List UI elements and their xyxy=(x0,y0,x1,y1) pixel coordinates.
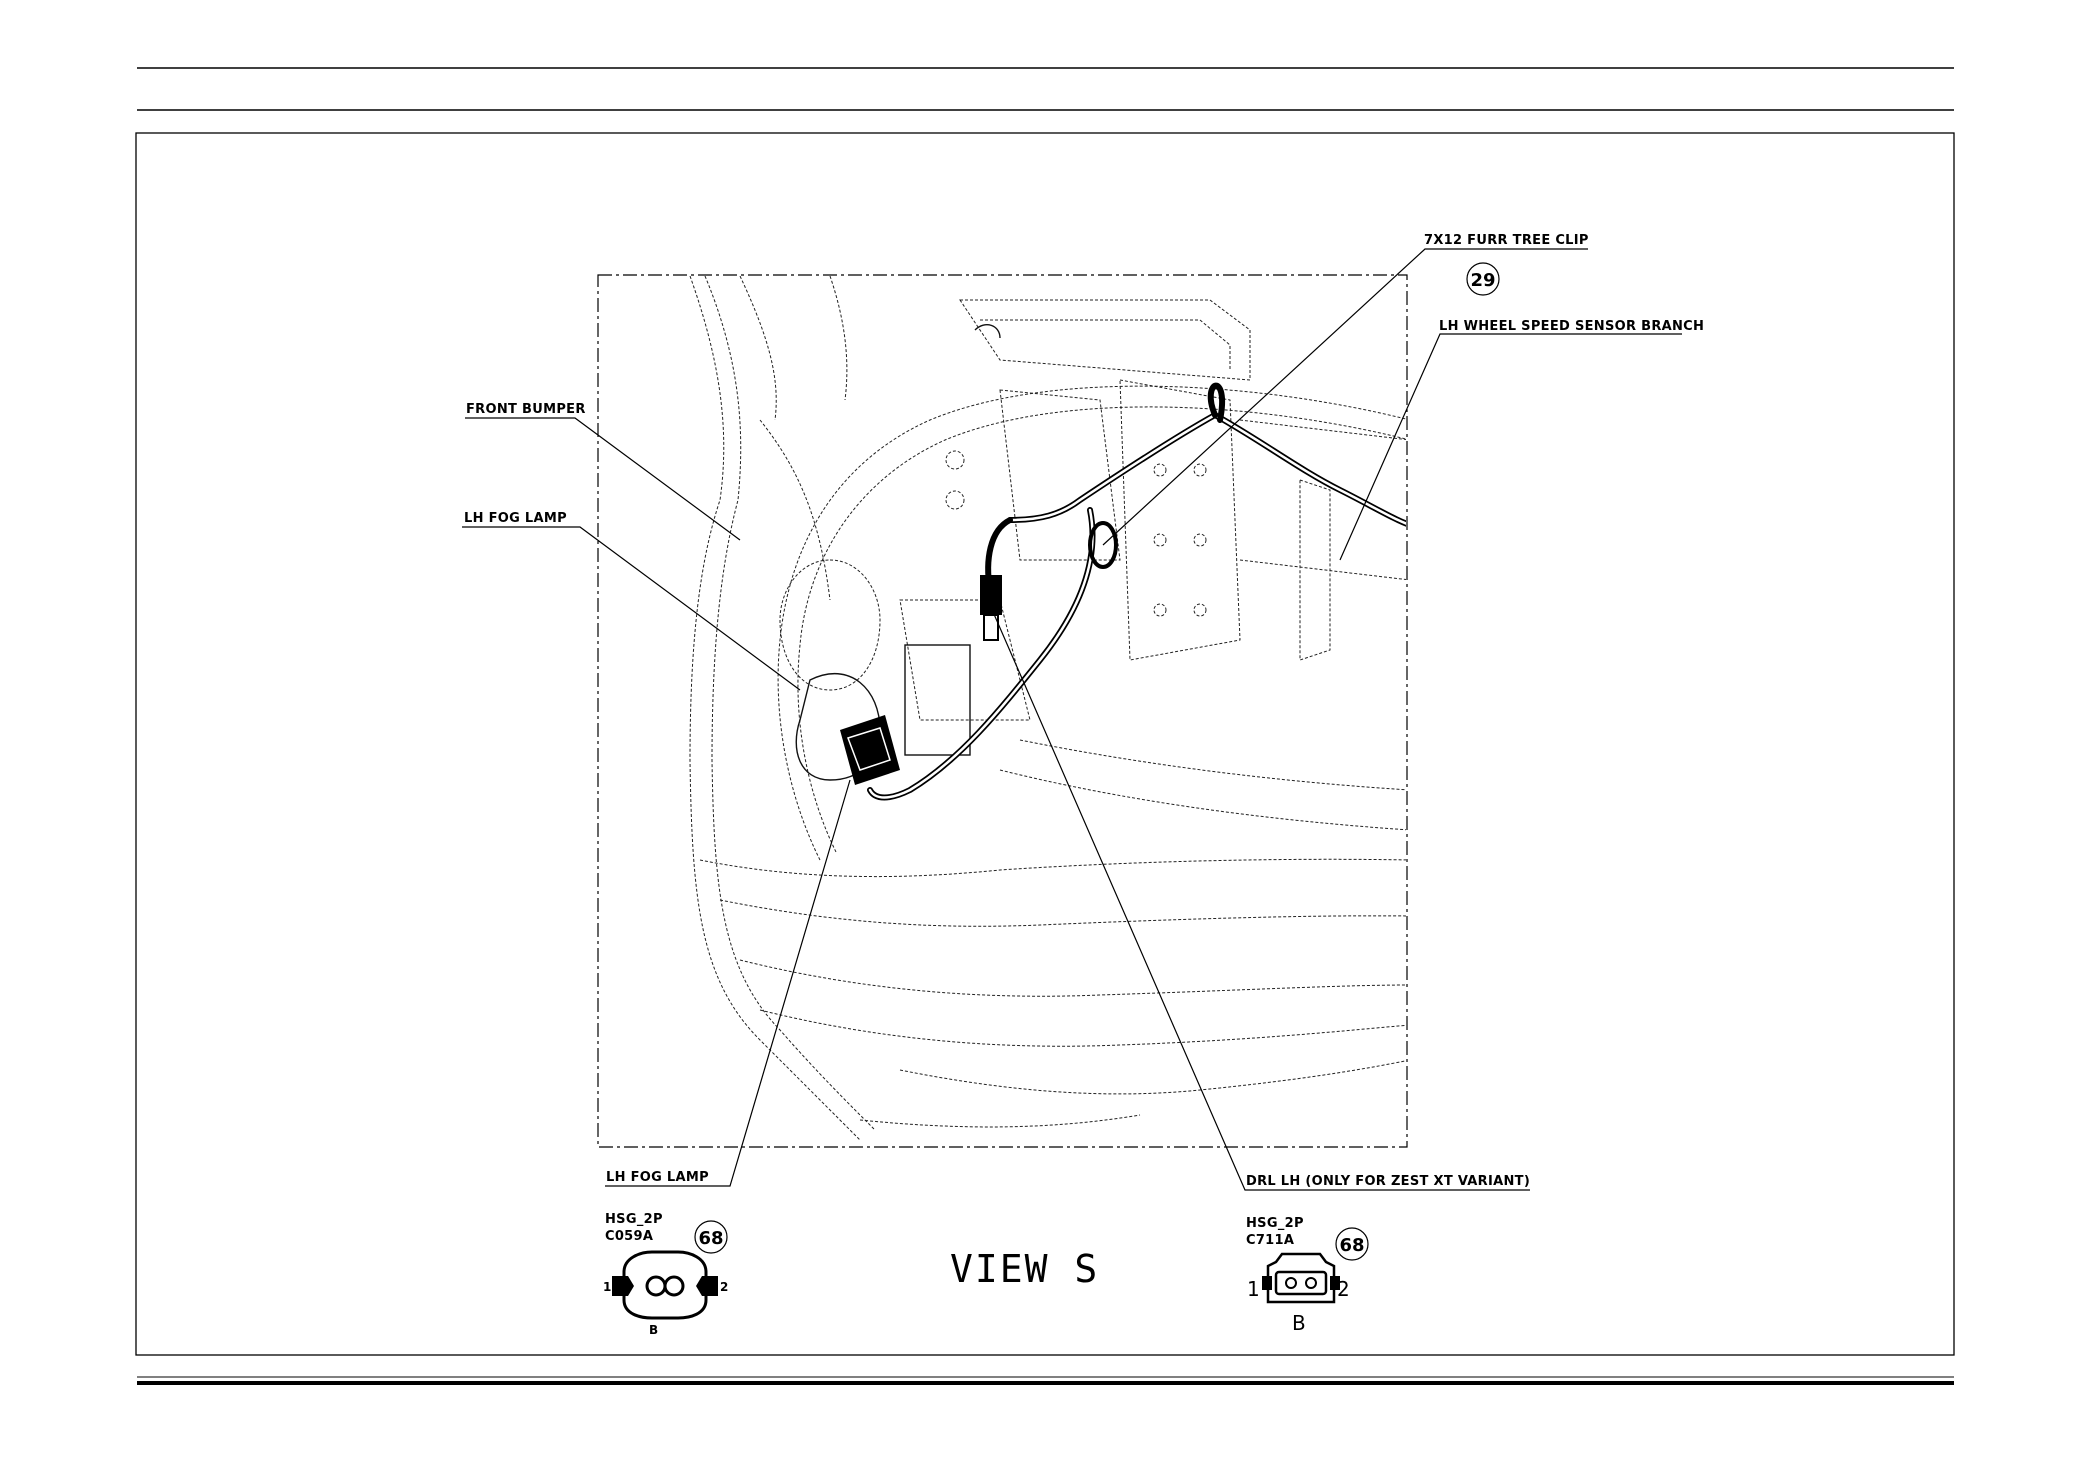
drl-view-letter: B xyxy=(1292,1311,1306,1335)
fog-connector-face-icon xyxy=(612,1252,718,1318)
fog-connector-code: C059A xyxy=(605,1229,654,1244)
item-number-fog: 68 xyxy=(698,1228,724,1249)
fog-pin-2-label: 2 xyxy=(720,1280,729,1294)
fog-connector-housing: HSG_2P xyxy=(605,1212,663,1227)
drl-pin-2-label: 2 xyxy=(1337,1277,1350,1301)
fog-view-letter: B xyxy=(649,1323,659,1337)
fog-pin-1-label: 1 xyxy=(603,1280,612,1294)
drl-pin-1-label: 1 xyxy=(1247,1277,1260,1301)
drawing-frame xyxy=(136,133,1954,1355)
item-number-clip: 29 xyxy=(1470,270,1496,291)
callout-front-bumper: FRONT BUMPER xyxy=(466,402,586,417)
item-number-drl: 68 xyxy=(1339,1235,1365,1256)
callout-lh-fog-lamp-bottom: LH FOG LAMP xyxy=(606,1170,709,1185)
leader-lines xyxy=(462,249,1682,1190)
view-window xyxy=(598,275,1407,1147)
vehicle-sketch xyxy=(690,276,1410,1140)
drl-connector-face-icon xyxy=(1262,1254,1340,1302)
wiring-harness xyxy=(840,386,1410,798)
drl-connector-housing: HSG_2P xyxy=(1246,1216,1304,1231)
callout-furr-tree-clip: 7X12 FURR TREE CLIP xyxy=(1424,233,1589,248)
callout-wheel-speed-branch: LH WHEEL SPEED SENSOR BRANCH xyxy=(1439,319,1705,334)
drl-connector-block xyxy=(1246,1216,1350,1335)
callout-lh-fog-lamp-top: LH FOG LAMP xyxy=(464,511,567,526)
callout-drl-lh: DRL LH (ONLY FOR ZEST XT VARIANT) xyxy=(1246,1174,1531,1189)
view-title: VIEW S xyxy=(950,1247,1100,1291)
drl-connector-code: C711A xyxy=(1246,1233,1295,1248)
